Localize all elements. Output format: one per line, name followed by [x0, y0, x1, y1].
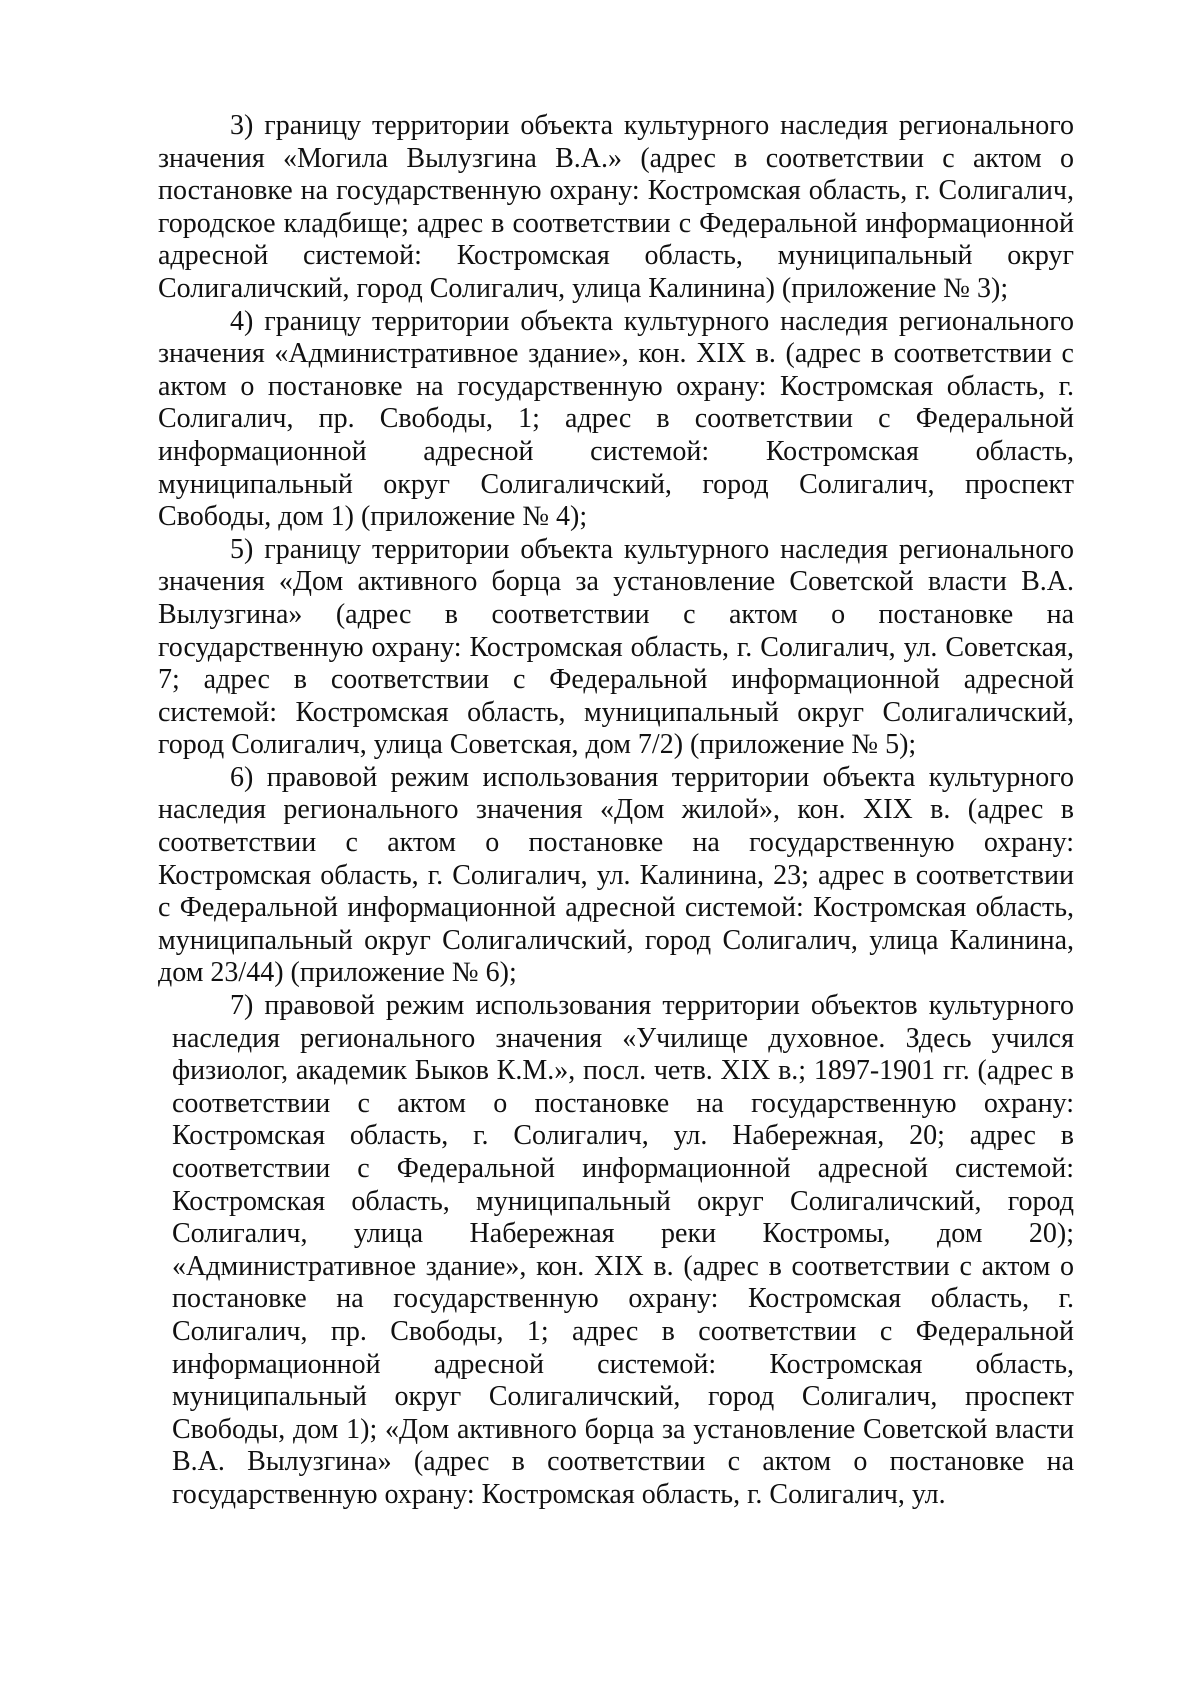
document-page — [158, 110, 1074, 1512]
paragraph-number: 5) — [230, 533, 254, 565]
paragraph-item-6 — [158, 762, 1074, 990]
paragraph-text: границу территории объекта культурного наследия регионального значения «Административное здание», кон. XIX в. (адрес в соответствии с актом о постановке на государственную охрану: Костромская область, г. Солигалич, пр. Свободы, 1; адрес в соответствии с Федеральной информационной адресной системой: Костромская область, муниципальный округ Солигаличский, город Солигалич, проспект Свободы, дом 1) (приложение № 4); — [158, 305, 1075, 533]
paragraph-number: 3) — [230, 110, 254, 141]
paragraph-item-5 — [158, 534, 1074, 762]
paragraph-number: 4) — [230, 305, 254, 337]
paragraph-text: правовой режим использования территории объектов культурного наследия регионального значения «Училище духовное. Здесь учился физиолог, академик Быков К.М.», посл. четв. XIX в.; 1897-1901 гг. (адрес в соответствии с актом о постановке на государственную охрану: Костромская область, г. Солигалич, ул. Набережная, 20; адрес в соответствии с Федеральной информационной адресной системой: Костромская область, муниципальный округ Солигаличский, город Солигалич, улица Набережная реки Костромы, дом 20); «Административное здание», кон. XIX в. (адрес в соответствии с актом о постановке на государственную охрану: Костромская область, г. Солигалич, пр. Свободы, 1; адрес в соответствии с Федеральной информационной адресной системой: Костромская область, муниципальный округ Солигаличский, город Солигалич, проспект Свободы, дом 1); «Дом активного борца за установление Советской власти В.А. Вылузгина» (адрес в соответствии с актом о постановке на государственную охрану: Костромская область, г. Солигалич, ул. — [172, 990, 1075, 1510]
paragraph-number: 6) — [230, 761, 254, 793]
paragraph-item-4 — [158, 306, 1074, 534]
paragraph-item-3 — [158, 110, 1074, 306]
paragraph-item-7 — [158, 990, 1074, 1512]
paragraph-text: границу территории объекта культурного наследия регионального значения «Дом активного борца за установление Советской власти В.А. Вылузгина» (адрес в соответствии с актом о постановке на государственную охрану: Костромская область, г. Солигалич, ул. Советская, 7; адрес в соответствии с Федеральной информационной адресной системой: Костромская область, муниципальный округ Солигаличский, город Солигалич, улица Советская, дом 7/2) (приложение № 5); — [158, 533, 1075, 761]
paragraph-number: 7) — [230, 990, 254, 1022]
paragraph-text: правовой режим использования территории объекта культурного наследия регионального значения «Дом жилой», кон. XIX в. (адрес в соответствии с актом о постановке на государственную охрану: Костромская область, г. Солигалич, ул. Калинина, 23; адрес в соответствии с Федеральной информационной адресной системой: Костромская область, муниципальный округ Солигаличский, город Солигалич, улица Калинина, дом 23/44) (приложение № 6); — [158, 761, 1075, 989]
paragraph-text: границу территории объекта культурного наследия регионального значения «Могила Вылузгина В.А.» (адрес в соответствии с актом о постановке на государственную охрану: Костромская область, г. Солигалич, городское кладбище; адрес в соответствии с Федеральной информационной адресной системой: Костромская область, муниципальный округ Солигаличский, город Солигалич, улица Калинина) (приложение № 3); — [158, 110, 1075, 304]
